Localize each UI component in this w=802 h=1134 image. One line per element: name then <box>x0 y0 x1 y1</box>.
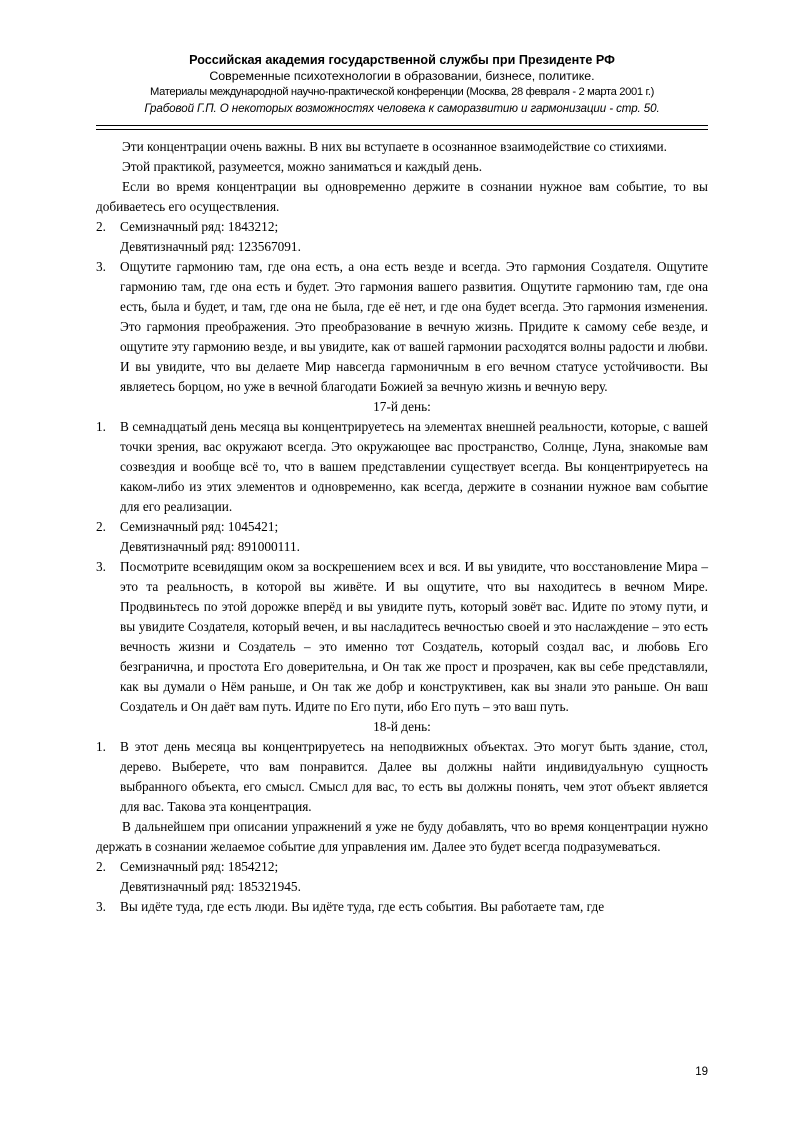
list-item <box>96 517 708 557</box>
header-institution: Российская академия государственной службы при Президенте РФ <box>189 53 615 67</box>
list-number: 2. <box>96 519 106 534</box>
list-text: Посмотрите всевидящим оком за воскрешением всех и вся. И вы увидите, что восстановление Мира – это та реальность, в которой вы живёте. И вы ощутите, что вы находитесь в вечном Мире. Продвиньтесь по этой дорожке вперёд и вы увидите путь, который зовёт вас. Идите по этому пути, и вы увидите Создателя, который вечен, и вы насладитесь вечностью своей и это наслаждение – это есть вечность жизни и Создатель – это именно тот Создатель, который создал вас, и любовь Его безгранична, и простота Его доверительна, и Он так же прост и прозрачен, как вы себе представляли, как вы думали о Нём раньше, и Он так же добр и конструктивен, как вы знали это раньше. Он ваш Создатель и Он даёт вам путь. Идите по Его пути, ибо Его путь – это ваш путь. <box>120 559 708 714</box>
list-item <box>96 737 708 817</box>
header-proceedings: Материалы международной научно-практической конференции (Москва, 28 февраля - 2 марта 2001 г.) <box>150 86 654 98</box>
list-number: 2. <box>96 859 106 874</box>
header-rule-bottom <box>96 129 708 130</box>
list-item <box>96 217 708 257</box>
list-line: Семизначный ряд: 1854212; <box>120 859 279 874</box>
list-number: 3. <box>96 559 106 574</box>
page-header <box>96 52 708 117</box>
paragraph: Если во время концентрации вы одновременно держите в сознании нужное вам событие, то вы добиваетесь его осуществления. <box>96 179 708 214</box>
list-item <box>96 897 708 917</box>
page-body <box>96 137 708 917</box>
section-heading: 17-й день: <box>373 399 431 414</box>
list-text: В семнадцатый день месяца вы концентрируетесь на элементах внешней реальности, которые, с вашей точки зрения, вас окружают всегда. Это окружающее вас пространство, Солнце, Луна, знакомые вам созвездия и вообще всё то, что в вашем представлении существует всегда. Вы концентрируетесь на каком-либо из этих элементов и одновременно, как всегда, держите в сознании нужное вам событие для его реализации. <box>120 419 708 514</box>
paragraph: В дальнейшем при описании упражнений я уже не буду добавлять, что во время концентрации нужно держать в сознании желаемое событие для управления им. Далее это будет всегда подразумеваться. <box>96 819 708 854</box>
list-item <box>96 417 708 517</box>
header-conference: Современные психотехнологии в образовании, бизнесе, политике. <box>209 69 595 83</box>
list-line: Семизначный ряд: 1045421; <box>120 519 279 534</box>
list-item <box>96 257 708 397</box>
list-text: Ощутите гармонию там, где она есть, а она есть везде и всегда. Это гармония Создателя. Ощутите гармонию там, где она есть и будет. Это гармония вашего развития. Ощутите гармонию там, где она есть, была и будет, и там, где она не была, где её нет, и где она будет всегда. Это гармония изменения. Это гармония преображения. Это преобразование в вечную жизнь. Придите к самому себе везде, и ощутите эту гармонию везде, и вы увидите, как от вашей гармонии расходятся волны радости и любви. И вы увидите, что вы делаете Мир навсегда гармоничным в его вечном статусе устойчивости. Вы являетесь борцом, но уже в вечной благодати Божией за вечную жизнь и вечную веру. <box>120 259 708 394</box>
list-text: В этот день месяца вы концентрируетесь на неподвижных объектах. Это могут быть здание, стол, дерево. Выберете, что вам понравится. Далее вы должны найти индивидуальную сущность выбранного объекта, его смысл. Смысл для вас, то есть вы должны понять, чем этот объект является для вас. Такова эта концентрация. <box>120 739 708 814</box>
list-line: Девятизначный ряд: 123567091. <box>120 239 301 254</box>
list-line: Девятизначный ряд: 185321945. <box>120 879 301 894</box>
header-citation: Грабовой Г.П. О некоторых возможностях человека к саморазвитию и гармонизации - стр. 50. <box>144 102 660 115</box>
list-number: 1. <box>96 739 106 754</box>
header-rule-top <box>96 125 708 126</box>
list-item <box>96 857 708 897</box>
list-line: Девятизначный ряд: 891000111. <box>120 539 300 554</box>
list-number: 3. <box>96 899 106 914</box>
page-number: 19 <box>695 1066 708 1078</box>
list-number: 1. <box>96 419 106 434</box>
list-number: 3. <box>96 259 106 274</box>
list-number: 2. <box>96 219 106 234</box>
paragraph: Этой практикой, разумеется, можно заниматься и каждый день. <box>122 159 483 174</box>
list-item <box>96 557 708 717</box>
list-text: Вы идёте туда, где есть люди. Вы идёте туда, где есть события. Вы работаете там, где <box>120 899 605 914</box>
list-line: Семизначный ряд: 1843212; <box>120 219 279 234</box>
paragraph: Эти концентрации очень важны. В них вы вступаете в осознанное взаимодействие со стихиями. <box>122 139 667 154</box>
section-heading: 18-й день: <box>373 719 431 734</box>
